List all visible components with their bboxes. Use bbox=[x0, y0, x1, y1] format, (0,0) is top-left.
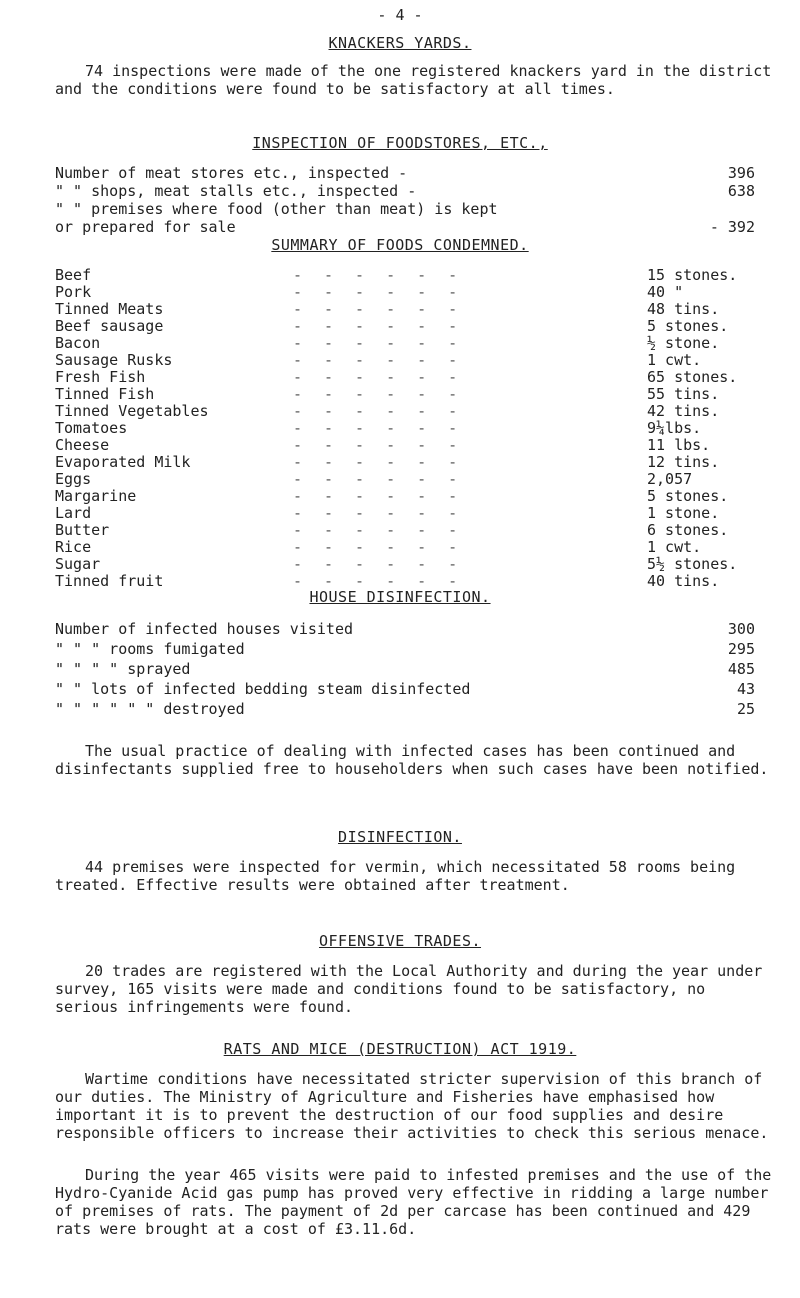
leader-dashes: ------ bbox=[293, 504, 480, 522]
condemned-item-name: Tomatoes bbox=[55, 419, 128, 437]
condemned-item-qty: 1 cwt. bbox=[647, 538, 702, 556]
leader-dashes: ------ bbox=[293, 402, 480, 420]
rats-heading: RATS AND MICE (DESTRUCTION) ACT 1919. bbox=[223, 1040, 577, 1058]
condemned-item-qty: 6 stones. bbox=[647, 521, 729, 539]
house-disinfection-value: 25 bbox=[736, 700, 755, 718]
condemned-item-qty: 65 stones. bbox=[647, 368, 738, 386]
leader-dashes: ------ bbox=[293, 283, 480, 301]
condemned-item-name: Margarine bbox=[55, 487, 137, 505]
disinfection-text: 44 premises were inspected for vermin, which necessitated 58 rooms being treated. Effective results were obtained after treatment. bbox=[55, 858, 736, 894]
condemned-item-name: Lard bbox=[55, 504, 92, 522]
foodstores-value: - 392 bbox=[709, 218, 755, 236]
leader-dashes: ------ bbox=[293, 470, 480, 488]
condemned-item-name: Tinned Vegetables bbox=[55, 402, 209, 420]
house-disinfection-value: 485 bbox=[727, 660, 755, 678]
condemned-item-qty: 5½ stones. bbox=[647, 555, 738, 573]
condemned-item bbox=[55, 487, 775, 504]
leader-dashes: ------ bbox=[293, 419, 480, 437]
knackers-heading: KNACKERS YARDS. bbox=[328, 34, 472, 52]
condemned-item-qty: 15 stones. bbox=[647, 266, 738, 284]
leader-dashes: ------ bbox=[293, 572, 480, 590]
house-disinfection-row bbox=[55, 680, 775, 698]
condemned-item-name: Tinned Fish bbox=[55, 385, 155, 403]
condemned-item bbox=[55, 555, 775, 572]
foodstores-label: " " premises where food (other than meat) is kept bbox=[55, 200, 498, 218]
condemned-item-name: Cheese bbox=[55, 436, 110, 454]
condemned-item bbox=[55, 419, 775, 436]
foodstores-label: or prepared for sale bbox=[55, 218, 236, 236]
offensive-text: 20 trades are registered with the Local Authority and during the year under survey, 165 visits were made and conditions found to be satisfactory, no serious infringements were found. bbox=[55, 962, 763, 1016]
condemned-item bbox=[55, 538, 775, 555]
disinfection-paragraph bbox=[55, 858, 775, 894]
leader-dashes: ------ bbox=[293, 368, 480, 386]
condemned-item-qty: 55 tins. bbox=[647, 385, 720, 403]
condemned-item bbox=[55, 351, 775, 368]
house-disinfection-row bbox=[55, 700, 775, 718]
foodstores-row bbox=[55, 218, 775, 236]
foodstores-row bbox=[55, 164, 775, 182]
condemned-item-name: Evaporated Milk bbox=[55, 453, 191, 471]
offensive-paragraph bbox=[55, 962, 775, 1016]
condemned-item-name: Tinned fruit bbox=[55, 572, 164, 590]
leader-dashes: ------ bbox=[293, 317, 480, 335]
house-disinfection-label: " " " " " " destroyed bbox=[55, 700, 245, 718]
condemned-item-name: Pork bbox=[55, 283, 92, 301]
condemned-item-name: Bacon bbox=[55, 334, 101, 352]
leader-dashes: ------ bbox=[293, 555, 480, 573]
condemned-item bbox=[55, 470, 775, 487]
house-disinfection-row bbox=[55, 660, 775, 678]
condemned-item bbox=[55, 436, 775, 453]
condemned-item-name: Fresh Fish bbox=[55, 368, 146, 386]
house-disinfection-heading: HOUSE DISINFECTION. bbox=[309, 588, 491, 606]
condemned-item-qty: 11 lbs. bbox=[647, 436, 711, 454]
rats-text-2: During the year 465 visits were paid to infested premises and the use of the Hydro-Cyanide Acid gas pump has proved very effective in ridding a large number of premises of rats. The payment of 2d per carcase has been continued and 429 rats were brought at a cost of £3.11.6d. bbox=[55, 1166, 772, 1238]
condemned-item-qty: 9¼lbs. bbox=[647, 419, 702, 437]
condemned-item bbox=[55, 334, 775, 351]
condemned-item bbox=[55, 453, 775, 470]
foodstores-label: Number of meat stores etc., inspected - bbox=[55, 164, 408, 182]
condemned-item-qty: ½ stone. bbox=[647, 334, 720, 352]
house-disinfection-label: " " " " sprayed bbox=[55, 660, 191, 678]
condemned-item bbox=[55, 572, 775, 589]
condemned-item-qty: 48 tins. bbox=[647, 300, 720, 318]
condemned-item-name: Tinned Meats bbox=[55, 300, 164, 318]
house-disinfection-row bbox=[55, 620, 775, 638]
condemned-item-name: Eggs bbox=[55, 470, 92, 488]
condemned-item-name: Beef sausage bbox=[55, 317, 164, 335]
condemned-item-qty: 1 cwt. bbox=[647, 351, 702, 369]
foodstores-label: " " shops, meat stalls etc., inspected - bbox=[55, 182, 417, 200]
condemned-heading: SUMMARY OF FOODS CONDEMNED. bbox=[271, 236, 529, 254]
condemned-item-name: Sugar bbox=[55, 555, 101, 573]
offensive-heading: OFFENSIVE TRADES. bbox=[318, 932, 482, 950]
leader-dashes: ------ bbox=[293, 538, 480, 556]
condemned-item-qty: 12 tins. bbox=[647, 453, 720, 471]
disinfection-heading: DISINFECTION. bbox=[338, 828, 462, 846]
foodstores-value: 396 bbox=[727, 164, 755, 182]
rats-paragraph-1 bbox=[55, 1070, 775, 1142]
rats-text-1: Wartime conditions have necessitated stricter supervision of this branch of our duties. The Ministry of Agriculture and Fisheries have emphasised how important it is to prevent the destruction of our food supplies and desire responsible officers to increase their activities to check this serious menace. bbox=[55, 1070, 769, 1142]
foodstores-heading: INSPECTION OF FOODSTORES, ETC., bbox=[252, 134, 548, 152]
house-disinfection-row bbox=[55, 640, 775, 658]
condemned-item-qty: 42 tins. bbox=[647, 402, 720, 420]
house-disinfection-value: 300 bbox=[727, 620, 755, 638]
condemned-item-qty: 1 stone. bbox=[647, 504, 720, 522]
leader-dashes: ------ bbox=[293, 266, 480, 284]
leader-dashes: ------ bbox=[293, 334, 480, 352]
house-disinfection-label: " " " rooms fumigated bbox=[55, 640, 245, 658]
house-disinfection-text: The usual practice of dealing with infected cases has been continued and disinfectants supplied free to householders when such cases have been notified. bbox=[55, 742, 769, 778]
condemned-item-qty: 5 stones. bbox=[647, 317, 729, 335]
knackers-text: 74 inspections were made of the one registered knackers yard in the district and the conditions were found to be satisfactory at all times. bbox=[55, 62, 772, 98]
condemned-item-name: Sausage Rusks bbox=[55, 351, 173, 369]
house-disinfection-paragraph bbox=[55, 742, 775, 778]
condemned-item bbox=[55, 283, 775, 300]
house-disinfection-value: 295 bbox=[727, 640, 755, 658]
house-disinfection-label: Number of infected houses visited bbox=[55, 620, 354, 638]
condemned-item-name: Butter bbox=[55, 521, 110, 539]
condemned-item bbox=[55, 300, 775, 317]
condemned-item-qty: 2,057 bbox=[647, 470, 693, 488]
house-disinfection-label: " " lots of infected bedding steam disinfected bbox=[55, 680, 471, 698]
house-disinfection-value: 43 bbox=[736, 680, 755, 698]
leader-dashes: ------ bbox=[293, 487, 480, 505]
condemned-item-qty: 40 tins. bbox=[647, 572, 720, 590]
knackers-paragraph bbox=[55, 62, 775, 98]
foodstores-value: 638 bbox=[727, 182, 755, 200]
condemned-item bbox=[55, 504, 775, 521]
condemned-item-name: Rice bbox=[55, 538, 92, 556]
condemned-item bbox=[55, 317, 775, 334]
condemned-item-name: Beef bbox=[55, 266, 92, 284]
leader-dashes: ------ bbox=[293, 385, 480, 403]
leader-dashes: ------ bbox=[293, 453, 480, 471]
leader-dashes: ------ bbox=[293, 436, 480, 454]
leader-dashes: ------ bbox=[293, 351, 480, 369]
foodstores-row bbox=[55, 182, 775, 200]
condemned-item-qty: 5 stones. bbox=[647, 487, 729, 505]
rats-paragraph-2 bbox=[55, 1166, 775, 1238]
leader-dashes: ------ bbox=[293, 300, 480, 318]
leader-dashes: ------ bbox=[293, 521, 480, 539]
condemned-item bbox=[55, 521, 775, 538]
condemned-item bbox=[55, 266, 775, 283]
condemned-item bbox=[55, 368, 775, 385]
condemned-item-qty: 40 " bbox=[647, 283, 684, 301]
condemned-item bbox=[55, 402, 775, 419]
foodstores-row bbox=[55, 200, 775, 218]
condemned-item bbox=[55, 385, 775, 402]
page-number: - 4 - bbox=[377, 6, 423, 24]
